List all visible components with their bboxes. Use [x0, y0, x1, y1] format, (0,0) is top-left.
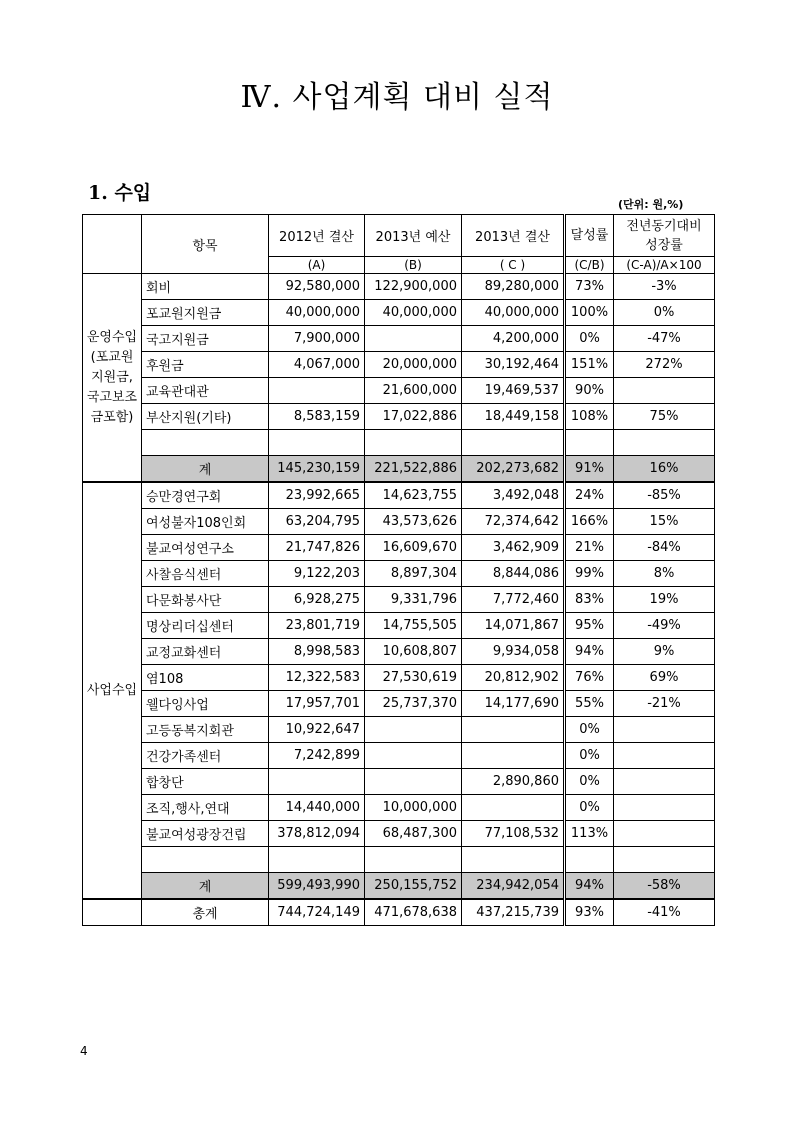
item-cell: 웰다잉사업 [142, 691, 269, 717]
table-row [83, 509, 715, 535]
item-cell: 계 [142, 873, 269, 900]
item-cell: 고등동복지회관 [142, 717, 269, 743]
item-cell: 국고지원금 [142, 326, 269, 352]
item-cell: 승만경연구회 [142, 482, 269, 509]
value-2013-budget-cell: 16,609,670 [365, 535, 462, 561]
header-rate: 달성률 [565, 215, 614, 257]
achievement-rate-cell: 91% [565, 456, 614, 483]
value-2013-result-cell [462, 717, 565, 743]
growth-rate-cell: 272% [614, 352, 715, 378]
value-2013-result-cell [462, 795, 565, 821]
growth-rate-cell [614, 717, 715, 743]
page-number: 4 [80, 1044, 88, 1058]
growth-rate-cell: -21% [614, 691, 715, 717]
achievement-rate-cell: 100% [565, 300, 614, 326]
growth-rate-cell [614, 378, 715, 404]
value-2013-budget-cell: 20,000,000 [365, 352, 462, 378]
value-2013-budget-cell: 9,331,796 [365, 587, 462, 613]
value-2012-cell: 17,957,701 [269, 691, 365, 717]
value-2012-cell: 6,928,275 [269, 587, 365, 613]
value-2013-result-cell: 8,844,086 [462, 561, 565, 587]
value-2012-cell: 599,493,990 [269, 873, 365, 900]
growth-rate-cell: -84% [614, 535, 715, 561]
growth-rate-cell: -58% [614, 873, 715, 900]
value-2013-result-cell: 40,000,000 [462, 300, 565, 326]
value-2013-result-cell [462, 430, 565, 456]
achievement-rate-cell: 113% [565, 821, 614, 847]
value-2012-cell: 14,440,000 [269, 795, 365, 821]
section-heading: 1. 수입 [88, 182, 152, 204]
value-2013-result-cell: 20,812,902 [462, 665, 565, 691]
value-2012-cell [269, 430, 365, 456]
value-2013-budget-cell: 8,897,304 [365, 561, 462, 587]
header-2013-budget: 2013년 예산 [365, 215, 462, 257]
grand-total-row [83, 899, 715, 926]
value-2012-cell: 4,067,000 [269, 352, 365, 378]
subtotal-row [83, 873, 715, 900]
item-cell: 사찰음식센터 [142, 561, 269, 587]
achievement-rate-cell: 0% [565, 743, 614, 769]
growth-rate-cell [614, 743, 715, 769]
item-cell: 건강가족센터 [142, 743, 269, 769]
value-2013-result-cell: 3,462,909 [462, 535, 565, 561]
item-cell: 조직,행사,연대 [142, 795, 269, 821]
value-2012-cell [269, 769, 365, 795]
value-2013-result-cell: 77,108,532 [462, 821, 565, 847]
item-cell: 불교여성연구소 [142, 535, 269, 561]
growth-rate-cell: 16% [614, 456, 715, 483]
header-2012: 2012년 결산 [269, 215, 365, 257]
growth-rate-cell [614, 795, 715, 821]
value-2013-result-cell: 9,934,058 [462, 639, 565, 665]
achievement-rate-cell: 0% [565, 769, 614, 795]
value-2013-budget-cell [365, 717, 462, 743]
value-2013-budget-cell: 43,573,626 [365, 509, 462, 535]
growth-rate-cell [614, 430, 715, 456]
value-2013-result-cell [462, 847, 565, 873]
achievement-rate-cell: 95% [565, 613, 614, 639]
achievement-rate-cell: 0% [565, 326, 614, 352]
table-row [83, 430, 715, 456]
growth-rate-cell: 75% [614, 404, 715, 430]
growth-rate-cell [614, 821, 715, 847]
value-2012-cell: 10,922,647 [269, 717, 365, 743]
grand-total-blank-cell [83, 899, 142, 926]
value-2013-budget-cell: 40,000,000 [365, 300, 462, 326]
value-2012-cell [269, 847, 365, 873]
item-cell: 교정교화센터 [142, 639, 269, 665]
value-2013-budget-cell: 27,530,619 [365, 665, 462, 691]
value-2013-result-cell: 202,273,682 [462, 456, 565, 483]
table-row [83, 482, 715, 509]
value-2012-cell: 7,900,000 [269, 326, 365, 352]
category-cell: 운영수입(포교원지원금,국고보조금포함) [83, 274, 142, 483]
achievement-rate-cell: 83% [565, 587, 614, 613]
value-2012-cell: 92,580,000 [269, 274, 365, 300]
item-cell: 회비 [142, 274, 269, 300]
value-2012-cell: 8,583,159 [269, 404, 365, 430]
achievement-rate-cell: 24% [565, 482, 614, 509]
value-2013-budget-cell [365, 430, 462, 456]
achievement-rate-cell: 151% [565, 352, 614, 378]
value-2012-cell: 12,322,583 [269, 665, 365, 691]
value-2013-budget-cell: 471,678,638 [365, 899, 462, 926]
value-2013-budget-cell: 17,022,886 [365, 404, 462, 430]
value-2013-budget-cell: 21,600,000 [365, 378, 462, 404]
achievement-rate-cell: 0% [565, 717, 614, 743]
value-2013-result-cell: 437,215,739 [462, 899, 565, 926]
value-2012-cell: 21,747,826 [269, 535, 365, 561]
subheader-growth: (C-A)/A×100 [614, 257, 715, 274]
header-row [83, 215, 715, 257]
growth-rate-cell: -41% [614, 899, 715, 926]
growth-rate-cell: -47% [614, 326, 715, 352]
growth-rate-cell: 0% [614, 300, 715, 326]
item-cell: 총계 [142, 899, 269, 926]
growth-rate-cell [614, 769, 715, 795]
category-cell: 사업수입 [83, 482, 142, 899]
table-row [83, 535, 715, 561]
value-2013-result-cell: 19,469,537 [462, 378, 565, 404]
achievement-rate-cell: 166% [565, 509, 614, 535]
item-cell: 다문화봉사단 [142, 587, 269, 613]
table-row [83, 300, 715, 326]
value-2012-cell: 7,242,899 [269, 743, 365, 769]
value-2012-cell: 744,724,149 [269, 899, 365, 926]
subheader-rate: (C/B) [565, 257, 614, 274]
achievement-rate-cell: 90% [565, 378, 614, 404]
value-2012-cell: 63,204,795 [269, 509, 365, 535]
value-2013-budget-cell [365, 769, 462, 795]
achievement-rate-cell: 21% [565, 535, 614, 561]
value-2013-budget-cell: 10,000,000 [365, 795, 462, 821]
value-2013-result-cell: 14,177,690 [462, 691, 565, 717]
value-2013-result-cell: 2,890,860 [462, 769, 565, 795]
item-cell: 염108 [142, 665, 269, 691]
value-2013-budget-cell [365, 326, 462, 352]
table-row [83, 665, 715, 691]
value-2013-result-cell: 234,942,054 [462, 873, 565, 900]
achievement-rate-cell: 108% [565, 404, 614, 430]
header-item: 항목 [142, 215, 269, 274]
growth-rate-cell: 19% [614, 587, 715, 613]
table-row [83, 821, 715, 847]
value-2013-result-cell: 72,374,642 [462, 509, 565, 535]
value-2013-result-cell: 30,192,464 [462, 352, 565, 378]
item-cell: 명상리더십센터 [142, 613, 269, 639]
subheader-b: (B) [365, 257, 462, 274]
table-row [83, 274, 715, 300]
value-2012-cell [269, 378, 365, 404]
subheader-a: (A) [269, 257, 365, 274]
table-row [83, 769, 715, 795]
table-row [83, 795, 715, 821]
value-2013-budget-cell: 250,155,752 [365, 873, 462, 900]
value-2013-result-cell: 7,772,460 [462, 587, 565, 613]
achievement-rate-cell: 76% [565, 665, 614, 691]
item-cell: 후원금 [142, 352, 269, 378]
growth-rate-cell [614, 847, 715, 873]
achievement-rate-cell: 73% [565, 274, 614, 300]
value-2013-budget-cell [365, 847, 462, 873]
growth-rate-cell: -49% [614, 613, 715, 639]
value-2012-cell: 145,230,159 [269, 456, 365, 483]
page-title: Ⅳ. 사업계획 대비 실적 [240, 80, 554, 115]
item-cell: 포교원지원금 [142, 300, 269, 326]
achievement-rate-cell: 55% [565, 691, 614, 717]
value-2012-cell: 23,801,719 [269, 613, 365, 639]
value-2013-result-cell: 89,280,000 [462, 274, 565, 300]
table-row [83, 326, 715, 352]
achievement-rate-cell: 94% [565, 639, 614, 665]
item-cell: 부산지원(기타) [142, 404, 269, 430]
growth-rate-cell: 9% [614, 639, 715, 665]
table-row [83, 404, 715, 430]
value-2013-budget-cell: 10,608,807 [365, 639, 462, 665]
table-row [83, 587, 715, 613]
value-2012-cell: 40,000,000 [269, 300, 365, 326]
item-cell: 계 [142, 456, 269, 483]
table-row [83, 743, 715, 769]
growth-rate-cell: -85% [614, 482, 715, 509]
value-2013-result-cell: 3,492,048 [462, 482, 565, 509]
table-row [83, 691, 715, 717]
table-row [83, 639, 715, 665]
item-cell [142, 430, 269, 456]
table-row [83, 352, 715, 378]
item-cell: 여성불자108인회 [142, 509, 269, 535]
item-cell: 합창단 [142, 769, 269, 795]
value-2012-cell: 378,812,094 [269, 821, 365, 847]
subheader-c: ( C ) [462, 257, 565, 274]
value-2013-result-cell: 18,449,158 [462, 404, 565, 430]
table-row [83, 613, 715, 639]
value-2012-cell: 9,122,203 [269, 561, 365, 587]
growth-rate-cell: -3% [614, 274, 715, 300]
unit-note: (단위: 원,%) [618, 198, 684, 211]
value-2012-cell: 8,998,583 [269, 639, 365, 665]
value-2013-budget-cell: 221,522,886 [365, 456, 462, 483]
item-cell: 불교여성광장건립 [142, 821, 269, 847]
value-2013-result-cell: 14,071,867 [462, 613, 565, 639]
subtotal-row [83, 456, 715, 483]
header-2013-result: 2013년 결산 [462, 215, 565, 257]
value-2013-budget-cell: 25,737,370 [365, 691, 462, 717]
value-2013-result-cell [462, 743, 565, 769]
value-2013-budget-cell: 122,900,000 [365, 274, 462, 300]
achievement-rate-cell: 99% [565, 561, 614, 587]
value-2013-budget-cell [365, 743, 462, 769]
achievement-rate-cell: 93% [565, 899, 614, 926]
value-2013-budget-cell: 68,487,300 [365, 821, 462, 847]
table-row [83, 847, 715, 873]
growth-rate-cell: 15% [614, 509, 715, 535]
value-2013-budget-cell: 14,623,755 [365, 482, 462, 509]
achievement-rate-cell: 0% [565, 795, 614, 821]
table-row [83, 717, 715, 743]
table-row [83, 561, 715, 587]
achievement-rate-cell [565, 430, 614, 456]
item-cell: 교육관대관 [142, 378, 269, 404]
header-growth: 전년동기대비 성장률 [614, 215, 715, 257]
value-2013-result-cell: 4,200,000 [462, 326, 565, 352]
achievement-rate-cell [565, 847, 614, 873]
achievement-rate-cell: 94% [565, 873, 614, 900]
value-2012-cell: 23,992,665 [269, 482, 365, 509]
growth-rate-cell: 8% [614, 561, 715, 587]
value-2013-budget-cell: 14,755,505 [365, 613, 462, 639]
income-table [82, 214, 715, 926]
header-blank-cell [83, 215, 142, 274]
item-cell [142, 847, 269, 873]
growth-rate-cell: 69% [614, 665, 715, 691]
table-row [83, 378, 715, 404]
